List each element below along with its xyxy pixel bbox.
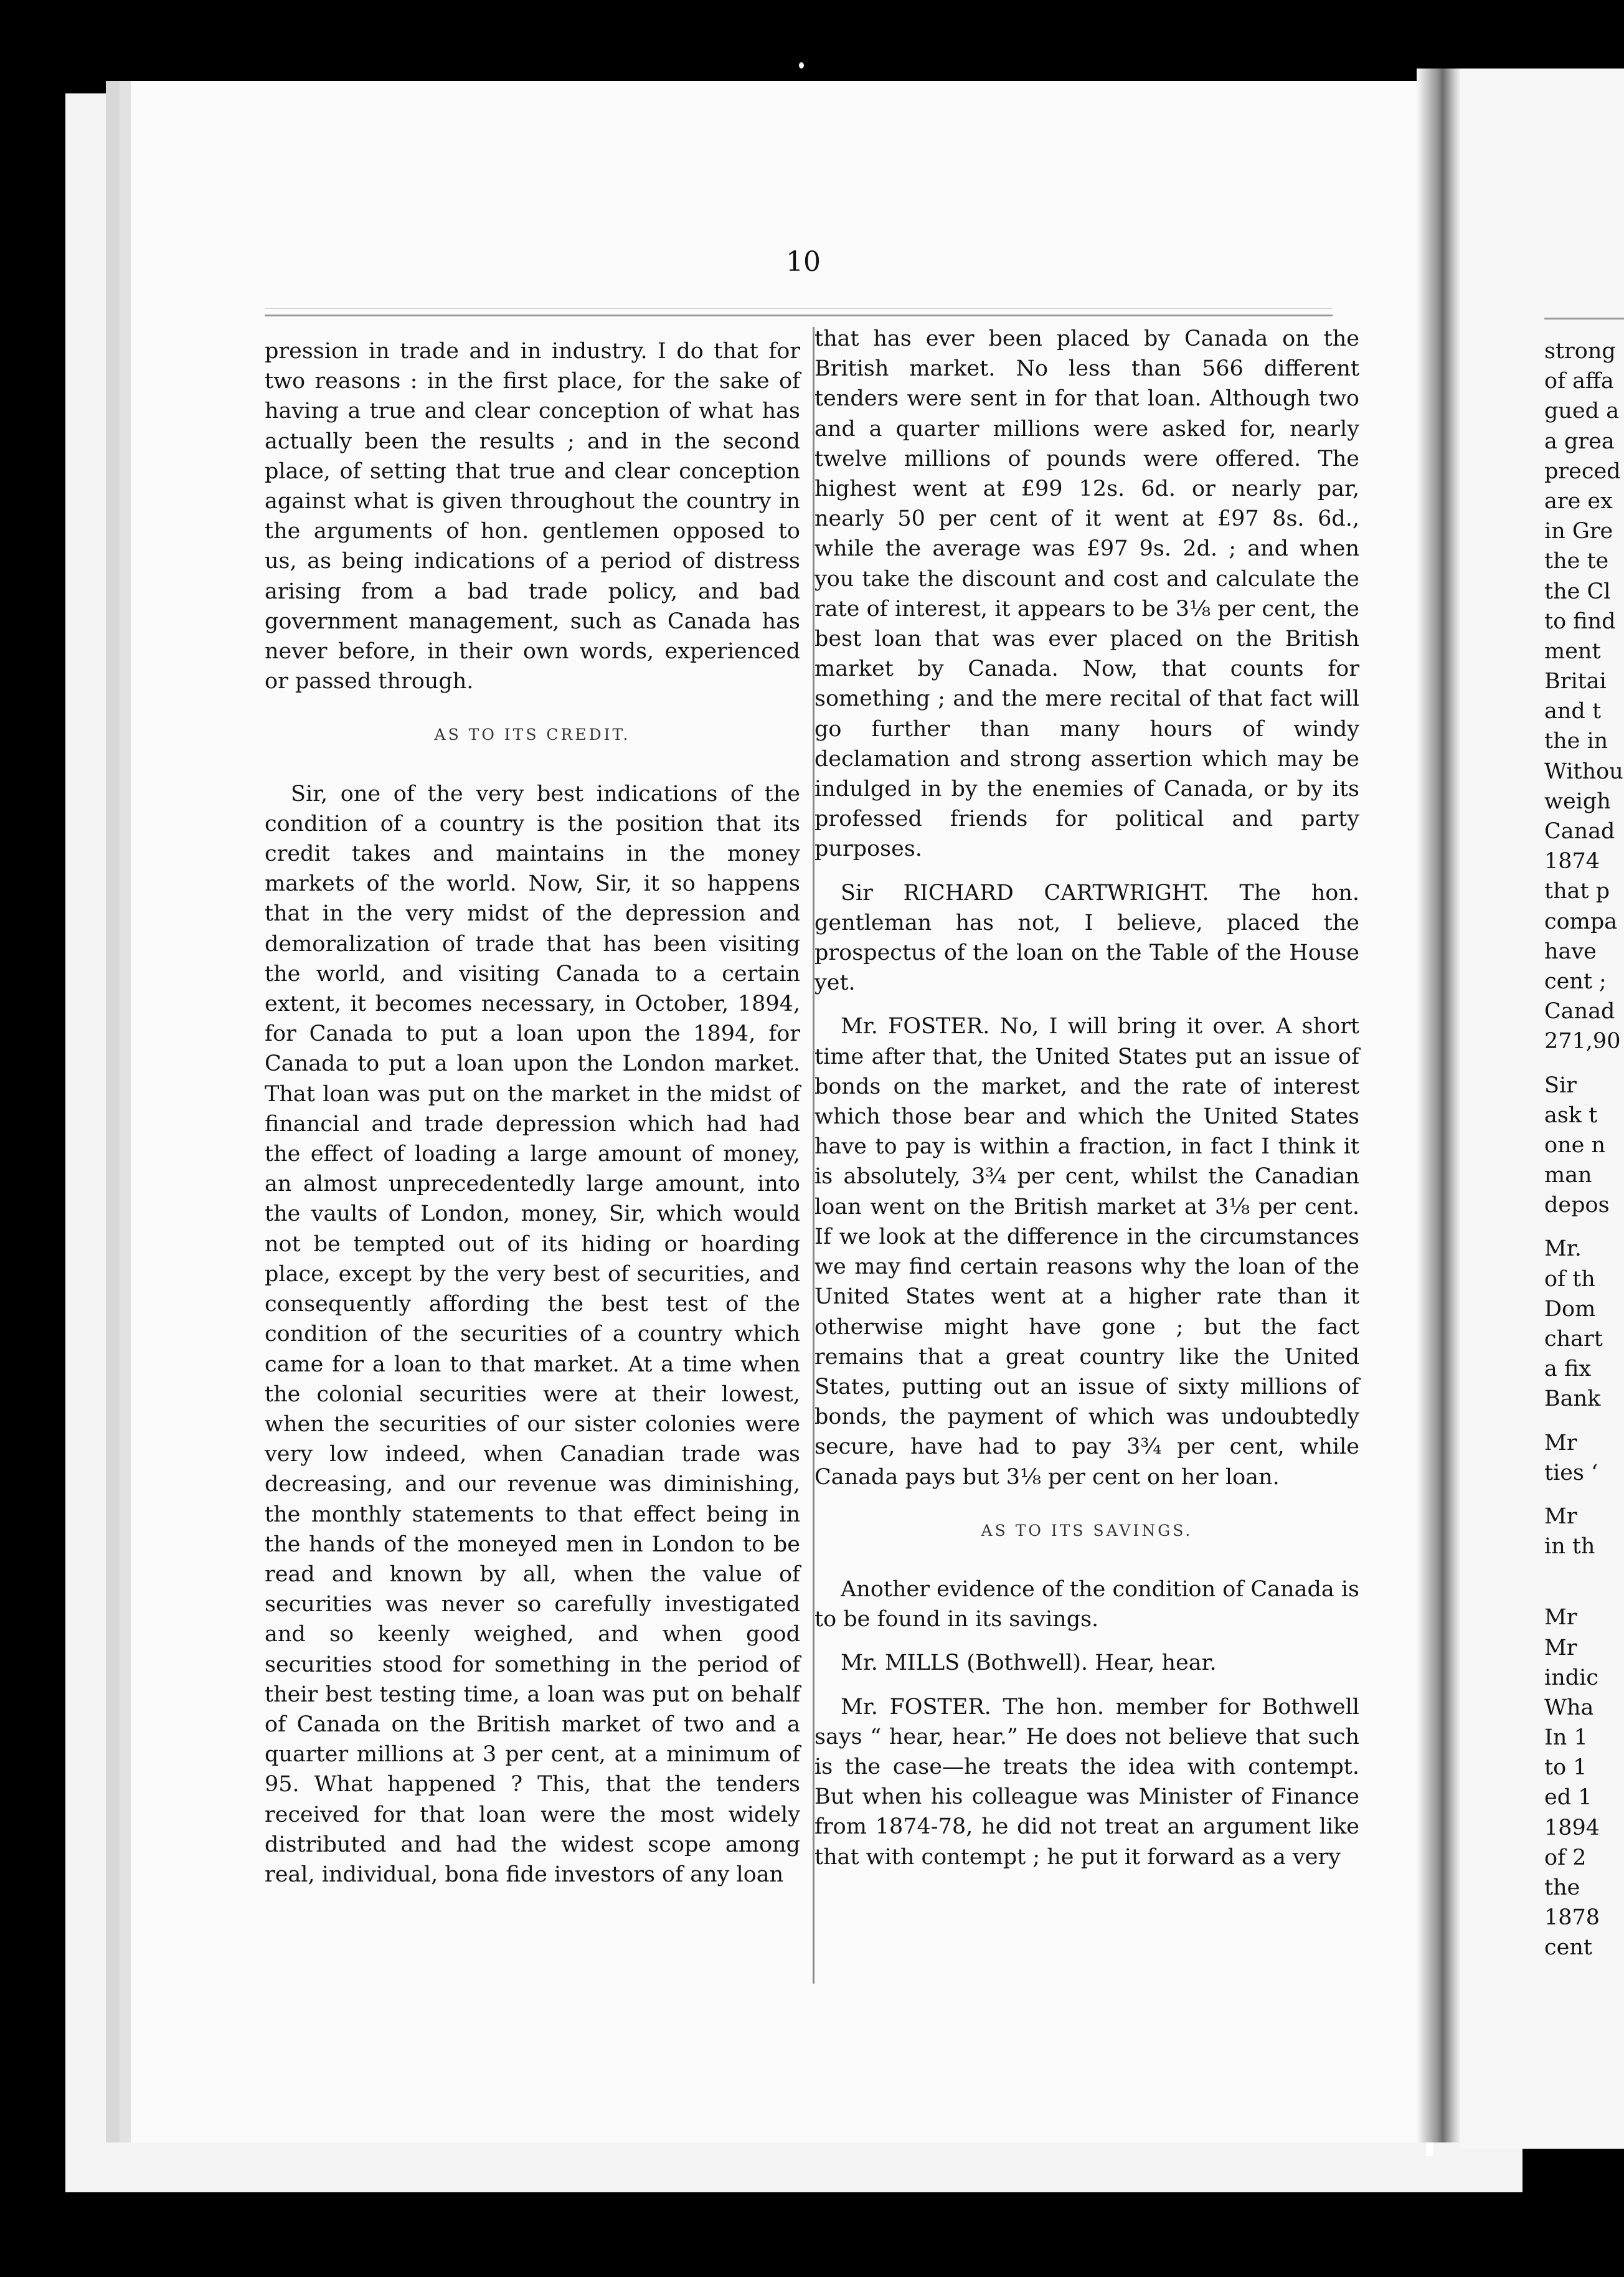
adjacent-text-fragment: one n (1544, 1132, 1605, 1158)
adjacent-text-fragment: cent (1544, 1935, 1592, 1961)
adjacent-text-fragment: the te (1544, 549, 1609, 574)
adjacent-text-fragment: the (1544, 1875, 1580, 1900)
paragraph: Another evidence of the condition of Canada is to be found in its savings. (814, 1576, 1360, 1632)
adjacent-text-fragment: Canad (1544, 999, 1615, 1025)
adjacent-text-fragment: have (1544, 939, 1597, 964)
paragraph: that has ever been placed by Canada on the British market. No less than 566 different tenders were sent in for that loan. Although two and a quarter millions were asked for, nearly twelve millions of pounds were offered. The highest went at £99 12s. 6d. or nearly par, nearly 50 per cent of it went at £97 8s. 6d., while the average was £97 9s. 2d. ; and when you take the discount and cost and calculate the rate of interest, it appears to be 3⅛ per cent, the best loan that was ever placed on the British market by Canada. Now, that counts for something ; and the mere recital of that fact will go further than many hours of windy declamation and strong assertion which may be indulged in by the enemies of Canada, or by its professed friends for political and party purposes. (814, 326, 1359, 862)
adjacent-page-text (1544, 336, 1624, 1963)
adjacent-text-fragment: cent ; (1544, 968, 1607, 994)
page-number: 10 (786, 246, 821, 278)
adjacent-text-fragment: gued a (1544, 399, 1620, 424)
adjacent-text-fragment: Wha (1544, 1695, 1594, 1720)
adjacent-text-fragment: preced (1544, 458, 1621, 484)
adjacent-text-fragment: 1894 (1544, 1815, 1600, 1840)
adjacent-text-fragment: the in (1544, 729, 1608, 754)
adjacent-text-fragment: the Cl (1544, 579, 1611, 604)
adjacent-text-fragment: of affa (1544, 369, 1614, 394)
adjacent-text-fragment: ment (1544, 638, 1601, 664)
adjacent-text-fragment: and t (1544, 699, 1602, 724)
adjacent-text-fragment: ask t (1544, 1102, 1598, 1128)
paragraph-gap (1544, 1220, 1624, 1234)
paragraph: Sir, one of the very best indications of the condition of a country is the position that its credit takes and maintains in the money markets of the world. Now, Sir, it so happens that in the very midst of the depression and demoralization of trade that has been visiting the world, and visiting Canada to a certain extent, it becomes necessary, in October, 1894, for Canada to put a loan upon the 1894, for Canada to put a loan upon the London market. That loan was put on the market in the midst of financial and trade depression which had had the effect of loading a large amount of money, an almost unprecedentedly large amount, into the vaults of London, money, Sir, which would not be tempted out of its hiding or hoarding place, except by the very best of securities, and consequently affording the best test of the condition of the securities of a country which came for a loan to that market. At a time when the colonial securities were at their lowest, when the securities of our sister colonies were very low indeed, when Canadian trade was decreasing, and our revenue was diminishing, the monthly statements to that effect being in the hands of the moneyed men in London to be read and known by all, when the value of securities was never so carefully investigated and so keenly weighed, and when good securities stood for something in the period of their best testing time, a loan was put on behalf of Canada on the British market of two and a quarter millions at 3 per cent, at a minimum of 95. What happened ? This, that the tenders received for that loan were the most widely distributed and had the widest scope among real, individual, bona fide investors of any loan (265, 781, 800, 1887)
paragraph-gap (1544, 1057, 1624, 1071)
adjacent-text-fragment: man (1544, 1163, 1592, 1188)
scan-speck (799, 62, 804, 69)
adjacent-text-fragment: Canad (1544, 819, 1615, 844)
section-heading-savings: AS TO ITS SAVINGS. (981, 1521, 1193, 1540)
right-column (814, 324, 1359, 1872)
paragraph-speaker-cartwright: Sir RICHARD CARTWRIGHT. The hon. gentleman has not, I believe, placed the prospectus of the loan on the Table of the House yet. (814, 880, 1359, 996)
paragraph-speaker-foster: Mr. FOSTER. The hon. member for Bothwell says “ hear, hear.” He does not believe that such is the case—he treats the idea with contempt. But when his colleague was Minister of Finance from 1874-78, he did not treat an argument like that with contempt ; he put it forward as a very (814, 1694, 1359, 1870)
adjacent-text-fragment: ties ‘ (1544, 1460, 1598, 1485)
section-heading-credit: AS TO ITS CREDIT. (434, 726, 631, 744)
adjacent-text-fragment: 271,90 (1544, 1029, 1621, 1054)
adjacent-text-fragment: Dom (1544, 1296, 1596, 1322)
adjacent-text-fragment: ed 1 (1544, 1785, 1592, 1811)
adjacent-text-fragment: compa (1544, 909, 1618, 934)
adjacent-text-fragment: in Gre (1544, 519, 1613, 544)
adjacent-text-fragment: 1878 (1544, 1905, 1600, 1931)
adjacent-text-fragment: weigh (1544, 788, 1611, 814)
adjacent-text-fragment: of 2 (1544, 1845, 1587, 1870)
adjacent-text-fragment: are ex (1544, 488, 1613, 514)
header-rule-thin (265, 308, 1333, 309)
adjacent-text-fragment: a grea (1544, 428, 1615, 454)
adjacent-text-fragment: Sir (1544, 1072, 1577, 1098)
paragraph-gap (1544, 1414, 1624, 1428)
left-column (265, 336, 800, 1890)
paragraph-speaker-mills: Mr. MILLS (Bothwell). Hear, hear. (841, 1650, 1217, 1676)
adjacent-text-fragment: depos (1544, 1193, 1610, 1218)
adjacent-header-rule (1544, 318, 1624, 320)
paragraph-speaker-foster: Mr. FOSTER. No, I will bring it over. A short time after that, the United States put an issue of bonds on the market, and the rate of interest which those bear and which the United States have to pay is within a fraction, in fact I think it is absolutely, 3¾ per cent, whilst the Canadian loan went on the British market at 3⅛ per cent. If we look at the difference in the circumstances we may find certain reasons why the loan of the United States went at a higher rate than it otherwise might have gone ; but the fact remains that a great country like the United States, putting out an issue of sixty millions of bonds, the payment of which was undoubtedly secure, have had to pay 3¾ per cent, while Canada pays but 3⅛ per cent on her loan. (814, 1014, 1359, 1490)
adjacent-text-fragment: in th (1544, 1534, 1595, 1560)
header-rule (265, 315, 1333, 316)
adjacent-text-fragment: In 1 (1544, 1725, 1588, 1751)
adjacent-text-fragment: 1874 (1544, 849, 1600, 874)
adjacent-text-fragment: of th (1544, 1266, 1595, 1292)
adjacent-text-fragment: strong (1544, 339, 1616, 364)
adjacent-page (1460, 69, 1624, 2149)
adjacent-text-fragment: Mr (1544, 1430, 1577, 1456)
adjacent-text-fragment: a fix (1544, 1356, 1592, 1382)
adjacent-text-fragment: indic (1544, 1665, 1598, 1690)
adjacent-text-fragment: Bank (1544, 1386, 1601, 1412)
adjacent-text-fragment: Britai (1544, 669, 1607, 694)
adjacent-text-fragment: Mr (1544, 1605, 1577, 1631)
adjacent-text-fragment: Mr. (1544, 1236, 1582, 1262)
paragraph-gap (1544, 1561, 1624, 1575)
adjacent-text-fragment: to 1 (1544, 1755, 1587, 1781)
paragraph: pression in trade and in industry. I do that for two reasons : in the first place, for the sake of having a true and clear conception of what has actually been the results ; and in the second place, of setting that true and clear conception against what is given throughout the country in the arguments of hon. gentlemen opposed to us, as being indications of a period of distress arising from a bad trade policy, and bad government management, such as Canada has never before, in their own words, experienced or passed through. (265, 339, 800, 694)
adjacent-text-fragment: to find (1544, 608, 1616, 634)
adjacent-text-fragment: Withou (1544, 759, 1623, 784)
adjacent-text-fragment: that p (1544, 879, 1610, 904)
adjacent-text-fragment: Mr (1544, 1503, 1577, 1529)
adjacent-text-fragment: chart (1544, 1327, 1603, 1352)
binding-fold-shadow (1417, 69, 1460, 2142)
scan-speck (1426, 2142, 1433, 2156)
paragraph-gap (1544, 1488, 1624, 1502)
adjacent-text-fragment: Mr (1544, 1635, 1577, 1660)
paragraph-gap (1544, 1575, 1624, 1589)
paragraph-gap (1544, 1589, 1624, 1602)
